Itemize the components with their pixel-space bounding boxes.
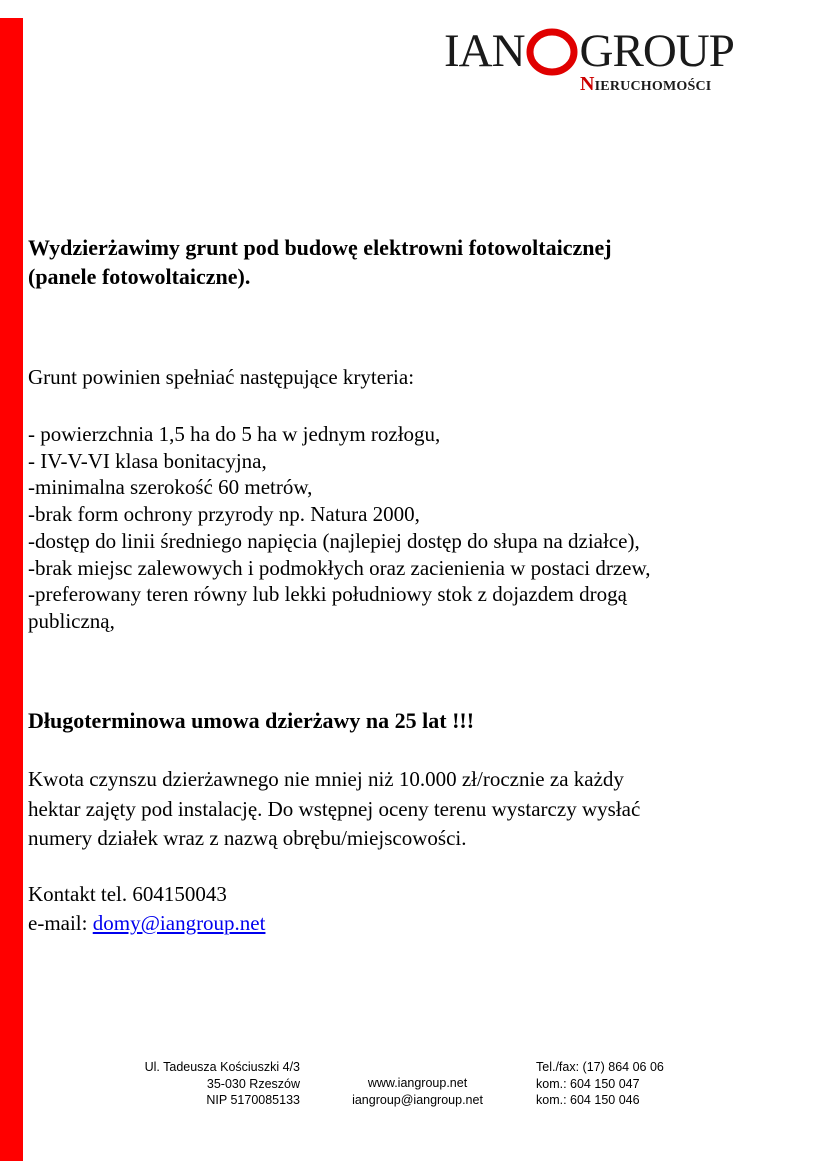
criteria-intro: Grunt powinien spełniać następujące kryteria: — [28, 365, 415, 389]
rent-paragraph — [28, 765, 788, 854]
footer-city: 35-030 Rzeszów — [206, 1076, 300, 1091]
criteria-item: -preferowany teren równy lub lekki południowy stok z dojazdem drogą — [28, 582, 627, 607]
criteria-item: -brak form ochrony przyrody np. Natura 2000, — [28, 502, 420, 527]
email-link[interactable]: domy@iangroup.net — [92, 911, 266, 935]
rent-line-2: hektar zajęty pod instalację. Do wstępnej oceny terenu wystarczy wysłać — [28, 796, 641, 821]
logo-subtitle — [580, 73, 711, 96]
footer-address — [60, 1059, 300, 1109]
contact-phone: Kontakt tel. 604150043 — [28, 882, 227, 906]
criteria-item: - powierzchnia 1,5 ha do 5 ha w jednym rozłogu, — [28, 422, 441, 446]
criteria-item: -brak miejsc zalewowych i podmokłych oraz zacienienia w postaci drzew, — [28, 555, 651, 580]
heading-line-1: Wydzierżawimy grunt pod budowę elektrowni fotowoltaicznej — [28, 235, 612, 260]
contact-block — [28, 880, 265, 938]
logo-ring-icon — [526, 26, 578, 76]
rent-line-3: numery działek wraz z nazwą obrębu/miejscowości. — [28, 826, 467, 850]
lease-title: Długoterminowa umowa dzierżawy na 25 lat !!! — [28, 708, 475, 733]
main-heading — [28, 233, 788, 291]
footer-nip: NIP 5170085133 — [206, 1093, 300, 1107]
logo-wordmark — [444, 26, 734, 76]
criteria-item: publiczną, — [28, 608, 115, 633]
footer-mobile-1: kom.: 604 150 047 — [536, 1076, 640, 1091]
footer-mobile-2: kom.: 604 150 046 — [536, 1093, 640, 1107]
footer-telfax: Tel./fax: (17) 864 06 06 — [536, 1060, 664, 1074]
footer-phones — [536, 1059, 664, 1109]
left-accent-bar — [0, 18, 23, 1161]
criteria-item: -minimalna szerokość 60 metrów, — [28, 475, 313, 500]
email-label: e-mail: — [28, 911, 93, 935]
contact-email-line — [28, 909, 265, 938]
logo-text-group: GROUP — [579, 25, 734, 77]
footer-website: www.iangroup.net — [367, 1076, 468, 1090]
rent-line-1: Kwota czynszu dzierżawnego nie mniej niż 10.000 zł/rocznie za każdy — [28, 767, 624, 791]
company-logo — [444, 25, 754, 95]
footer-web — [330, 1075, 505, 1108]
footer-street: Ul. Tadeusza Kościuszki 4/3 — [144, 1060, 300, 1074]
criteria-item: -dostęp do linii średniego napięcia (najlepiej dostęp do słupa na działce), — [28, 528, 640, 553]
logo-subtitle-initial: N — [580, 73, 595, 95]
logo-text-ian: IAN — [444, 25, 525, 77]
criteria-list — [28, 421, 788, 635]
logo-subtitle-rest: IERUCHOMOŚCI — [594, 79, 712, 94]
criteria-item: - IV-V-VI klasa bonitacyjna, — [28, 448, 267, 473]
footer-email: iangroup@iangroup.net — [352, 1092, 483, 1107]
heading-line-2: (panele fotowoltaiczne). — [28, 264, 251, 289]
